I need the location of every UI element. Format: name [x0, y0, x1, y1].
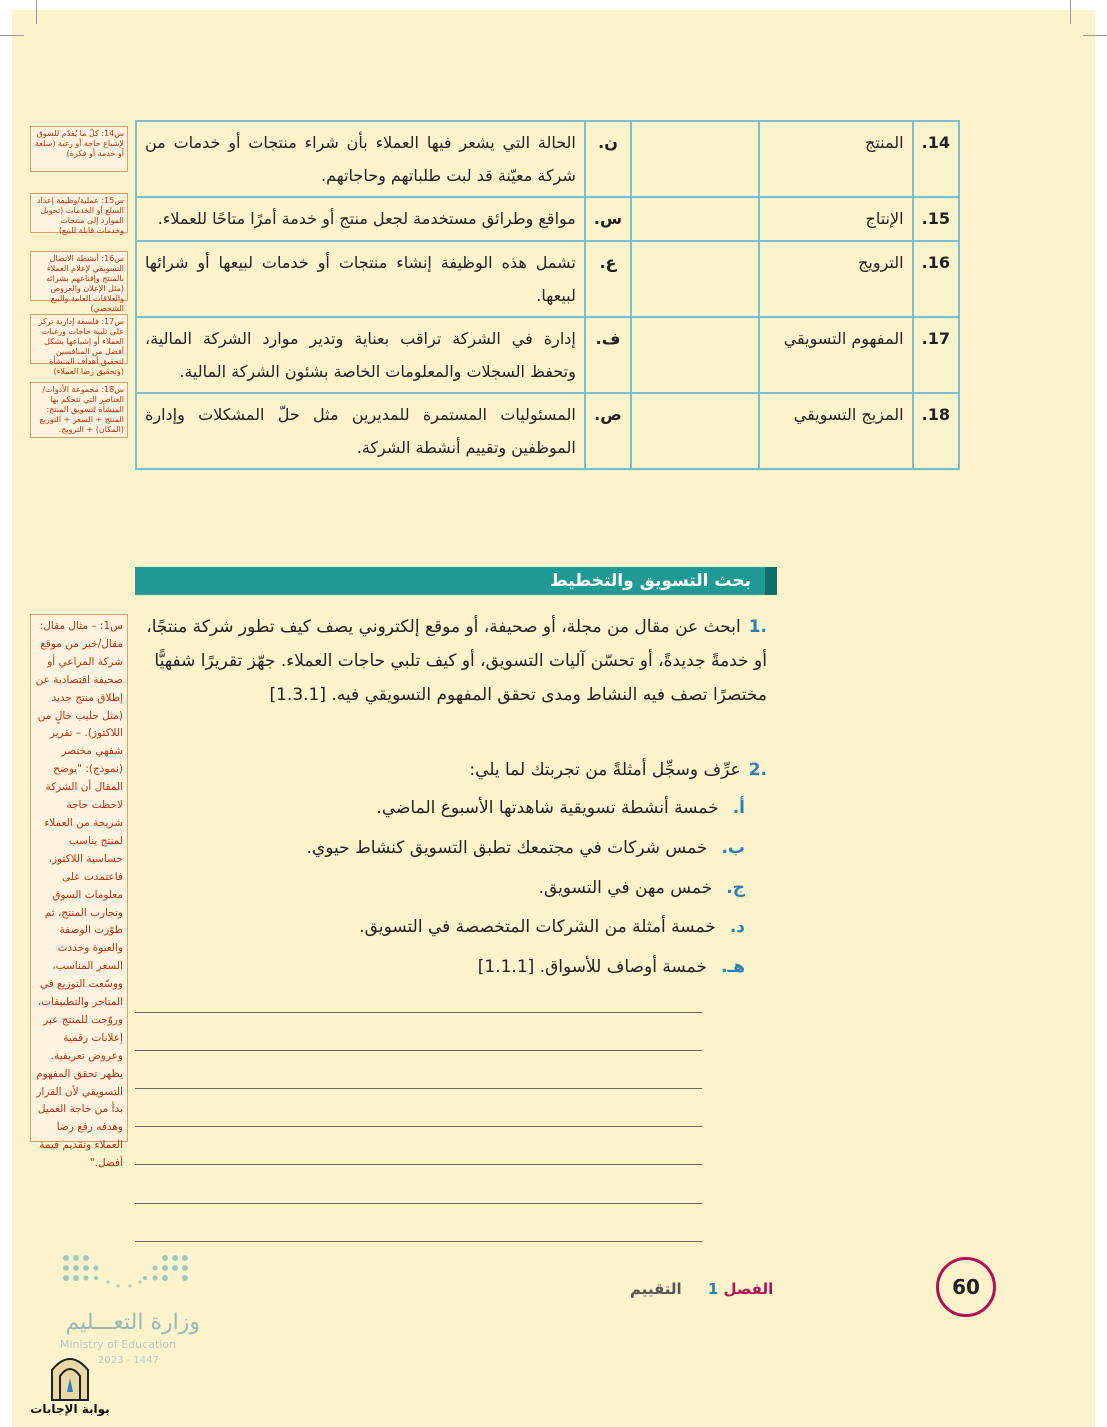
term-cell: المزيج التسويقي: [759, 393, 912, 469]
list-item: [135, 878, 745, 898]
margin-answer-note: س14: كلٌ ما يُقدّم للسوق لإشباع حاجة أو رغبة (سلعة أو خدمة أو فكرة): [30, 126, 128, 172]
term-cell: الترويج: [759, 241, 912, 317]
margin-answer-note-long: س1: – مثال مقال: مقال/خبر من موقع شركة المراعي أو صحيفة اقتصادية عن إطلاق منتج جديد (مثل حليب خالٍ من اللاكتوز). – تقرير شفهي مختصر (نموذج): "يوضح المقال أن الشركة لاحظت حاجة شريحة من العملاء لمنتج يناسب حساسية اللاكتوز، فاعتمدت على معلومات السوق وتجارب المنتج، ثم طوّرت الوصفة والعبوة وحددت السعر المناسب، ووسّعت التوزيع في المتاجر والتطبيقات، وروّجت للمنتج عبر إعلانات رقمية وعروض تعريفية. يظهر تحقق المفهوم التسويقي لأن القرار بدأ من حاجة العميل وهدفه رفع رضا العملاء وتقديم قيمة أفضل.": [30, 614, 128, 1142]
answer-blank[interactable]: [631, 197, 759, 241]
list-item: [135, 798, 745, 818]
watermark-label: بوابة الإجابات: [30, 1402, 110, 1416]
definition-cell: الحالة التي يشعر فيها العملاء بأن شراء منتجات أو خدمات من شركة معيّنة قد لبت طلباتهم وحاجاتهم.: [136, 121, 585, 197]
question-2: [135, 760, 767, 780]
margin-answer-note: س16: أنشطة الاتصال التسويقي لإعلام العملاء بالمنتج وإقناعهم بشرائه (مثل الإعلان والعروض والعلاقات العامة والبيع الشخصي): [30, 251, 128, 301]
writing-line[interactable]: [135, 1241, 702, 1242]
table-row: [136, 121, 959, 197]
page-number: 60: [936, 1257, 996, 1317]
matching-table: [135, 120, 960, 470]
section-banner: بحث التسويق والتخطيط: [135, 567, 765, 595]
row-number: 17.: [913, 317, 959, 393]
row-number: 15.: [913, 197, 959, 241]
chapter-number: 1: [707, 1280, 719, 1298]
crop-mark: [1083, 35, 1107, 36]
writing-line[interactable]: [135, 1088, 702, 1089]
term-cell: الإنتاج: [759, 197, 912, 241]
question-text: عرِّف وسجِّل أمثلةً من تجربتك لما يلي:: [469, 760, 741, 780]
term-cell: المنتج: [759, 121, 912, 197]
question-text: ابحث عن مقال من مجلة، أو صحيفة، أو موقع إلكتروني يصف كيف تطور شركة منتجًا، أو خدمةً جديدةً، أو تحسّن آليات التسويق، أو كيف تلبي حاجات العملاء. جهّز تقريرًا شفهيًّا مختصرًا تصف فيه النشاط ومدى تحقق المفهوم التسويقي فيه. [1.3.1]: [146, 617, 767, 705]
item-letter: د.: [729, 917, 745, 937]
ministry-dots-icon: [60, 1250, 200, 1300]
item-text: خمس شركات في مجتمعك تطبق التسويق كنشاط حيوي.: [306, 838, 708, 858]
item-letter: هـ.: [720, 957, 745, 977]
answer-blank[interactable]: [631, 317, 759, 393]
term-cell: المفهوم التسويقي: [759, 317, 912, 393]
answer-blank[interactable]: [631, 121, 759, 197]
row-number: 16.: [913, 241, 959, 317]
gate-icon: [30, 1352, 110, 1402]
writing-line[interactable]: [135, 1164, 702, 1165]
definition-letter: ع.: [585, 241, 631, 317]
table-row: [136, 393, 959, 469]
definition-letter: ن.: [585, 121, 631, 197]
item-text: خمس مهن في التسويق.: [538, 878, 713, 898]
item-text: خمسة أوصاف للأسواق. [1.1.1]: [477, 957, 707, 977]
chapter-label: الفصل: [723, 1280, 774, 1298]
answer-blank[interactable]: [631, 241, 759, 317]
watermark-logo: [30, 1352, 110, 1422]
crop-mark: [1070, 0, 1071, 24]
table-row: [136, 317, 959, 393]
list-item: [135, 957, 745, 977]
ministry-name-english: Ministry of Education: [60, 1338, 177, 1351]
writing-line[interactable]: [135, 1126, 702, 1127]
question-number: .1: [748, 617, 767, 637]
item-letter: ب.: [721, 838, 745, 858]
crop-mark: [0, 35, 24, 36]
writing-line[interactable]: [135, 1050, 702, 1051]
definition-cell: المسئوليات المستمرة للمديرين مثل حلّ المشكلات وإدارة الموظفين وتقييم أنشطة الشركة.: [136, 393, 585, 469]
section-banner-accent: [765, 567, 777, 595]
list-item: [135, 838, 745, 858]
section-label: التقييم: [630, 1280, 682, 1298]
writing-line[interactable]: [135, 1012, 702, 1013]
item-text: خمسة أمثلة من الشركات المتخصصة في التسويق.: [359, 917, 716, 937]
margin-answer-note: س18: مجموعة الأدوات/العناصر التي تتحكم بها المنشأة لتسويق المنتج: المنتج + السعر + التوزيع (المكان) + الترويج.: [30, 382, 128, 438]
definition-cell: إدارة في الشركة تراقب بعناية وتدير موارد الشركة المالية، وتحفظ السجلات والمعلومات الخاصة بشئون الشركة المالية.: [136, 317, 585, 393]
footer-chapter: [630, 1280, 773, 1298]
item-letter: ج.: [726, 878, 745, 898]
answer-blank[interactable]: [631, 393, 759, 469]
question-1: [135, 610, 767, 712]
table-row: [136, 197, 959, 241]
writing-line[interactable]: [135, 1203, 702, 1204]
crop-mark: [36, 0, 37, 24]
ministry-year: 2023 - 1447: [98, 1355, 159, 1366]
margin-answer-note: س17: فلسفة إدارية تركز على تلبية حاجات ورغبات العملاء أو إشباعها بشكل أفضل من المنافسين لتحقيق أهداف المنشأة (وتحقيق رضا العملاء): [30, 314, 128, 364]
list-item: [135, 917, 745, 937]
definition-cell: تشمل هذه الوظيفة إنشاء منتجات أو خدمات لبيعها أو شرائها لبيعها.: [136, 241, 585, 317]
definition-letter: ف.: [585, 317, 631, 393]
row-number: 14.: [913, 121, 959, 197]
question-number: .2: [748, 760, 767, 780]
definition-letter: س.: [585, 197, 631, 241]
definition-letter: ص.: [585, 393, 631, 469]
definition-cell: مواقع وطرائق مستخدمة لجعل منتج أو خدمة أمرًا متاحًا للعملاء.: [136, 197, 585, 241]
item-text: خمسة أنشطة تسويقية شاهدتها الأسبوع الماضي.: [376, 798, 719, 818]
table-row: [136, 241, 959, 317]
margin-answer-note: س15: عملية/وظيفة إعداد السلع أو الخدمات (تحويل الموارد إلى منتجات وخدمات قابلة للبيع): [30, 193, 128, 233]
ministry-name-arabic: وزارة التعـــليم: [65, 1310, 200, 1335]
row-number: 18.: [913, 393, 959, 469]
item-letter: أ.: [732, 798, 745, 818]
